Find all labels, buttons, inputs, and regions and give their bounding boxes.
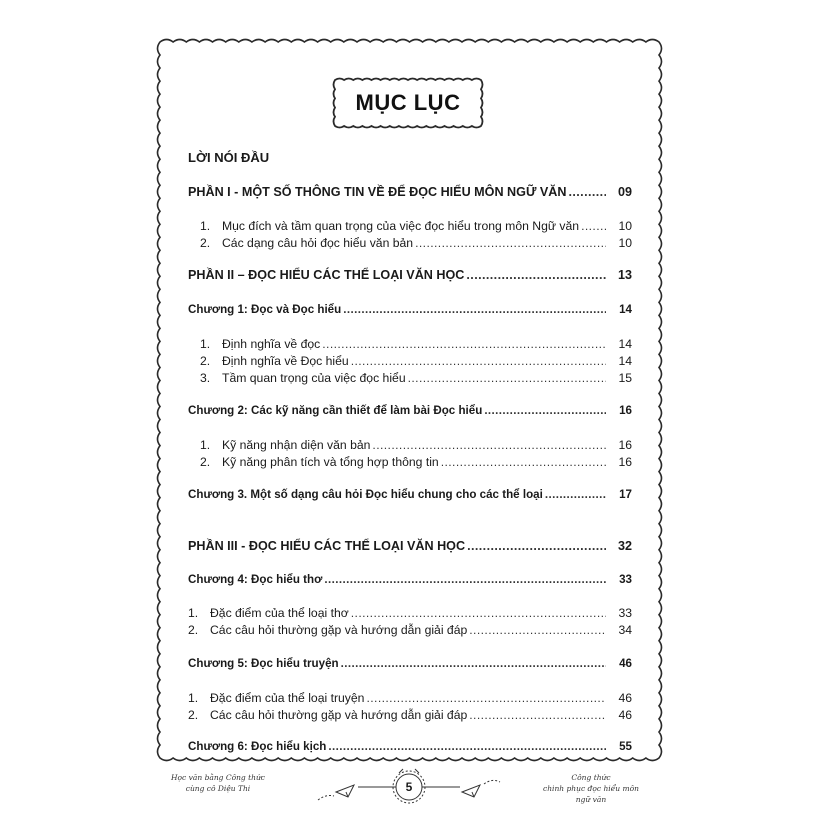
toc-item[interactable] [188, 690, 632, 706]
toc-item-label: Các câu hỏi thường gặp và hướng dẫn giải đáp [210, 623, 468, 637]
toc-intro-label: LỜI NÓI ĐẦU [188, 150, 270, 165]
leader-dots [328, 739, 606, 755]
toc-item-label: Các dạng câu hỏi đọc hiểu văn bản [222, 236, 414, 250]
toc-item-number: 1. [188, 606, 199, 620]
leader-dots [372, 437, 606, 453]
toc-item-label: Kỹ năng phân tích và tổng hợp thông tin [222, 455, 439, 469]
toc-chapter-3[interactable] [188, 487, 632, 503]
toc-item-number: 1. [188, 691, 199, 705]
toc-item-number: 2. [188, 708, 199, 722]
toc-item-number: 1. [200, 337, 211, 351]
leader-dots [469, 622, 606, 638]
toc-chapter-1-page: 14 [619, 303, 632, 316]
toc-item-label: Đặc điểm của thể loại truyện [210, 691, 365, 705]
toc-item[interactable] [188, 605, 632, 621]
leader-dots [366, 690, 606, 706]
leader-dots [324, 572, 606, 588]
toc-item[interactable] [200, 370, 632, 386]
toc-item-label: Mục đích và tầm quan trọng của việc đọc hiểu trong môn Ngữ văn [222, 219, 580, 233]
toc-item[interactable] [200, 353, 632, 369]
toc-item-page: 16 [618, 455, 632, 469]
toc-item-label: Định nghĩa về Đọc hiểu [222, 354, 349, 368]
toc-item-label: Kỹ năng nhận diện văn bản [222, 438, 371, 452]
toc-chapter-2-page: 16 [619, 404, 632, 417]
leader-dots [415, 235, 606, 251]
toc-item-number: 2. [188, 623, 199, 637]
leader-dots [341, 656, 606, 672]
footer-left-line-1: Học văn bằng Công thức [171, 773, 265, 782]
toc-item-page: 33 [618, 606, 632, 620]
toc-item-page: 15 [618, 371, 632, 385]
leader-dots [469, 707, 606, 723]
toc-item-number: 2. [200, 354, 211, 368]
toc-chapter-5[interactable] [188, 656, 632, 672]
toc-chapter-3-page: 17 [619, 488, 632, 501]
toc-item-page: 46 [618, 708, 632, 722]
toc-chapter-2-label: Chương 2: Các kỹ năng cần thiết để làm bài Đọc hiểu [188, 404, 483, 417]
toc-chapter-2[interactable] [188, 403, 632, 419]
toc-item-page: 10 [618, 236, 632, 250]
toc-chapter-4-page: 33 [619, 573, 632, 586]
leader-dots [466, 267, 606, 283]
toc-part-1-label: PHẦN I - MỘT SỐ THÔNG TIN VỀ ĐỂ ĐỌC HIỂU MÔN NGỮ VĂN [188, 185, 567, 199]
toc-chapter-6-page: 55 [619, 740, 632, 753]
leader-dots [545, 487, 606, 503]
page-title: MỤC LỤC [355, 90, 461, 115]
toc-item-page: 10 [618, 219, 632, 233]
toc-chapter-6[interactable] [188, 739, 632, 755]
toc-chapter-5-label: Chương 5: Đọc hiểu truyện [188, 657, 339, 670]
toc-part-3[interactable] [188, 538, 632, 554]
toc-part-2-label: PHẦN II – ĐỌC HIỂU CÁC THỂ LOẠI VĂN HỌC [188, 268, 465, 282]
footer-right-line-2: chinh phục đọc hiểu môn ngữ văn [543, 784, 639, 804]
leader-dots [351, 605, 606, 621]
toc-item[interactable] [188, 707, 632, 723]
toc-part-1-page: 09 [617, 185, 632, 199]
toc-item-number: 3. [200, 371, 211, 385]
page-number: 5 [405, 780, 413, 794]
toc-item-page: 34 [618, 623, 632, 637]
toc-item-page: 14 [618, 337, 632, 351]
toc-item-number: 2. [200, 455, 211, 469]
footer-left-line-2: cùng cô Diệu Thi [185, 784, 251, 793]
toc-item-page: 14 [618, 354, 632, 368]
leader-dots [408, 370, 606, 386]
toc-part-2[interactable] [188, 267, 632, 283]
toc-item[interactable] [200, 336, 632, 352]
toc-part-2-page: 13 [617, 268, 632, 282]
leader-dots [351, 353, 606, 369]
toc-chapter-4-label: Chương 4: Đọc hiểu thơ [188, 573, 323, 586]
toc-chapter-1[interactable] [188, 302, 632, 318]
toc-item-label: Các câu hỏi thường gặp và hướng dẫn giải đáp [210, 708, 468, 722]
footer-left-tagline [170, 772, 266, 794]
toc-part-3-page: 32 [617, 539, 632, 553]
leader-dots [467, 538, 606, 554]
toc-item-page: 16 [618, 438, 632, 452]
toc-chapter-5-page: 46 [619, 657, 632, 670]
leader-dots [568, 184, 606, 200]
toc-part-1[interactable] [188, 184, 632, 200]
toc-item-label: Đặc điểm của thể loại thơ [210, 606, 349, 620]
toc-item[interactable] [200, 437, 632, 453]
leader-dots [441, 454, 606, 470]
toc-item-number: 1. [200, 438, 211, 452]
toc-item-label: Tầm quan trọng của việc đọc hiểu [222, 371, 406, 385]
toc-chapter-3-label: Chương 3. Một số dạng câu hỏi Đọc hiểu chung cho các thể loại [188, 488, 543, 501]
toc-item[interactable] [200, 454, 632, 470]
leader-dots [322, 336, 606, 352]
leader-dots [343, 302, 606, 318]
footer-right-line-1: Công thức [571, 773, 611, 782]
toc-item[interactable] [200, 218, 632, 234]
toc-chapter-6-label: Chương 6: Đọc hiểu kịch [188, 740, 327, 753]
toc-item-number: 2. [200, 236, 211, 250]
footer-right-tagline [536, 772, 646, 805]
toc-chapter-1-label: Chương 1: Đọc và Đọc hiểu [188, 303, 342, 316]
toc-chapter-4[interactable] [188, 572, 632, 588]
toc-item[interactable] [200, 235, 632, 251]
toc-item-label: Định nghĩa về đọc [222, 337, 321, 351]
toc-item-number: 1. [200, 219, 211, 233]
toc-item[interactable] [188, 622, 632, 638]
leader-dots [581, 218, 606, 234]
toc-item-page: 46 [618, 691, 632, 705]
toc-part-3-label: PHẦN III - ĐỌC HIỂU CÁC THỂ LOẠI VĂN HỌC [188, 539, 466, 553]
toc-intro[interactable] [188, 150, 632, 166]
leader-dots [484, 403, 606, 419]
